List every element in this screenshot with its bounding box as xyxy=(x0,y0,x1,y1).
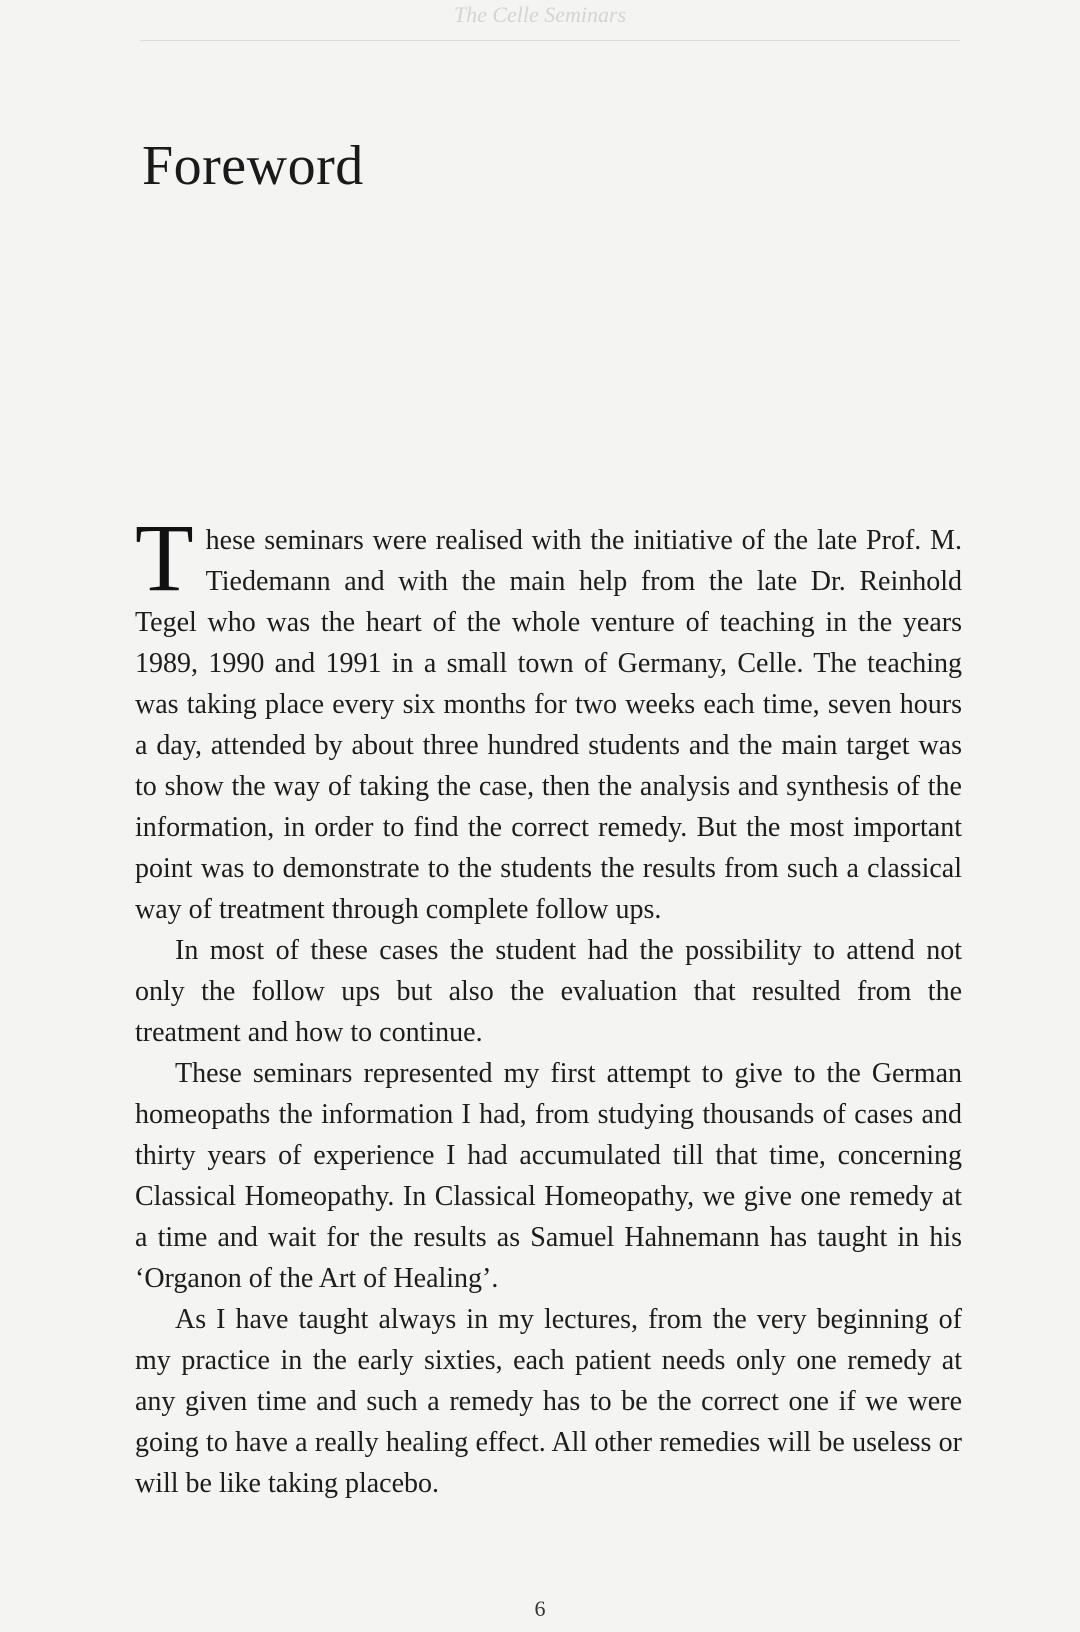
drop-cap: T xyxy=(135,504,194,611)
paragraph-3: These seminars represented my first attempt to give to the German homeopaths the information I had, from studying thousands of cases and thirty years of experience I had accumulated till that time, concerning Classical Homeopathy. In Classical Homeopathy, we give one remedy at a time and wait for the results as Samuel Hahnemann has taught in his ‘Organon of the Art of Healing’. xyxy=(135,1058,962,1294)
paragraph-4: As I have taught always in my lectures, from the very beginning of my practice in the early sixties, each patient needs only one remedy at any given time and such a remedy has to be the correct one if we were going to have a really healing effect. All other remedies will be useless or will be like taking placebo. xyxy=(135,1304,962,1499)
page-title: Foreword xyxy=(142,135,364,197)
running-head: The Celle Seminars xyxy=(453,2,627,27)
paragraph-1 xyxy=(135,504,962,930)
paragraph-2: In most of these cases the student had the possibility to attend not only the follow ups but also the evaluation that resulted from the treatment and how to continue. xyxy=(135,935,962,1048)
foreword-body xyxy=(135,504,962,1504)
paragraph-1-text: hese seminars were realised with the initiative of the late Prof. M. Tiedemann and with the main help from the late Dr. Reinhold Tegel who was the heart of the whole venture of teaching in the years 1989, 1990 and 1991 in a small town of Germany, Celle. The teaching was taking place every six months for two weeks each time, seven hours a day, attended by about three hundred students and the main target was to show the way of taking the case, then the analysis and synthesis of the information, in order to find the correct remedy. But the most important point was to demonstrate to the students the results from such a classical way of treatment through complete follow ups. xyxy=(135,525,962,925)
header-rule xyxy=(140,40,960,41)
page-number: 6 xyxy=(534,1596,546,1621)
